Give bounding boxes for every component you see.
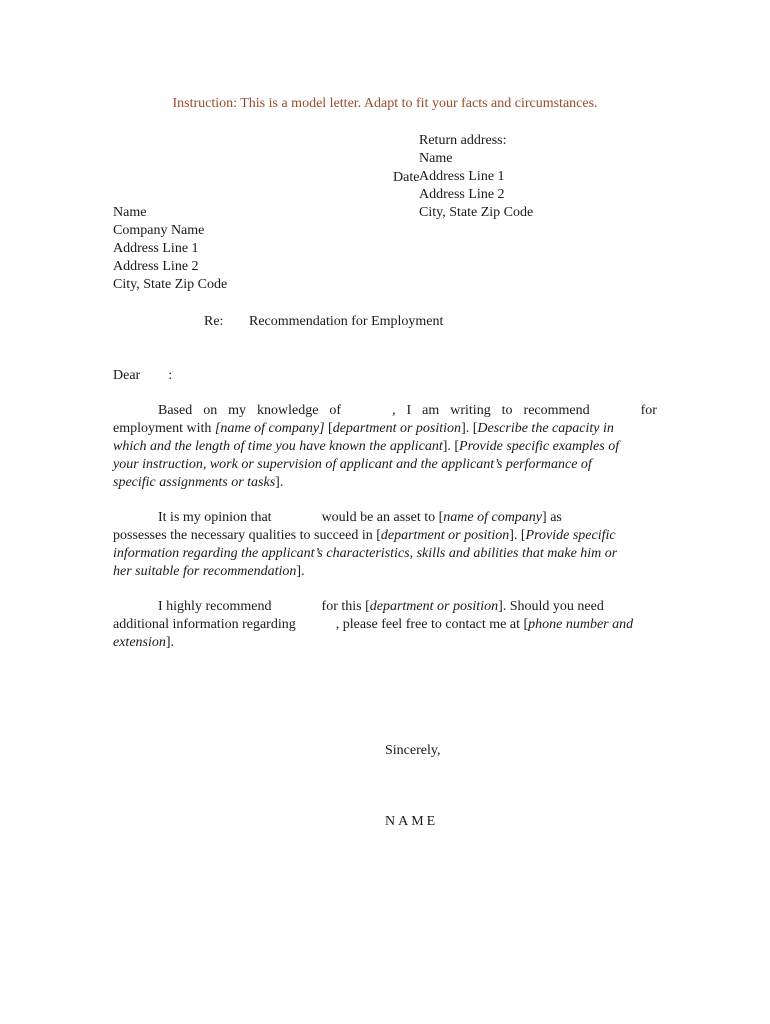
placeholder-text: which and the length of time you have known the applicant	[113, 439, 443, 454]
recipient-company: Company Name	[113, 223, 205, 238]
text-run: [	[324, 421, 333, 436]
paragraph-line	[113, 420, 657, 438]
placeholder-text: [name of company]	[214, 421, 325, 436]
paragraph-line	[113, 474, 657, 492]
word: to	[501, 403, 513, 418]
placeholder-text: Describe the capacity in	[477, 421, 614, 436]
text-run: , please feel free to contact me at [	[335, 617, 529, 632]
paragraph-line	[113, 438, 657, 456]
paragraph-line	[113, 634, 657, 652]
text-run: additional information regarding	[113, 617, 296, 632]
placeholder-text: phone number and	[528, 617, 634, 632]
word: am	[422, 403, 440, 418]
return-address-city: City, State Zip Code	[419, 205, 534, 220]
recipient-address-block	[113, 204, 227, 294]
text-run: It is my opinion that	[158, 510, 272, 525]
return-address-name: Name	[419, 151, 453, 166]
recipient-line2: Address Line 2	[113, 259, 199, 274]
placeholder-text: department or position	[380, 528, 510, 543]
body-paragraph-3	[113, 598, 657, 652]
paragraph-line	[113, 402, 657, 420]
text-run: for this [	[321, 599, 370, 614]
word: on	[203, 403, 218, 418]
text-run: ].	[296, 564, 305, 579]
word: knowledge	[257, 403, 319, 418]
word: for	[640, 403, 657, 418]
text-run: possesses the necessary qualities to succeed in [	[113, 528, 381, 543]
letter-date: Date	[393, 170, 420, 185]
return-address-block	[419, 132, 533, 222]
paragraph-line	[113, 456, 657, 474]
return-address-line2: Address Line 2	[419, 187, 505, 202]
placeholder-text: Provide specific examples of	[459, 439, 620, 454]
placeholder-text: specific assignments or tasks	[113, 475, 276, 490]
text-run: ]. [	[509, 528, 526, 543]
recipient-line1: Address Line 1	[113, 241, 199, 256]
word: writing	[450, 403, 491, 418]
instruction-note: Instruction: This is a model letter. Adapt to fit your facts and circumstances.	[172, 96, 598, 111]
word: I	[406, 403, 412, 418]
return-address-line1: Address Line 1	[419, 169, 505, 184]
paragraph-line	[113, 545, 657, 563]
paragraph-line	[113, 509, 657, 527]
placeholder-text: her suitable for recommendation	[113, 564, 297, 579]
body-paragraph-2	[113, 509, 657, 581]
paragraph-line	[113, 527, 657, 545]
word: of	[329, 403, 342, 418]
subject-line: Recommendation for Employment	[249, 314, 444, 329]
paragraph-line	[113, 598, 657, 616]
word: ,	[392, 403, 396, 418]
placeholder-text: extension	[113, 635, 166, 650]
text-run: ].	[275, 475, 284, 490]
word: Based	[158, 403, 193, 418]
salutation: Dear :	[113, 368, 173, 383]
text-run: employment with	[113, 421, 215, 436]
recipient-city: City, State Zip Code	[113, 277, 228, 292]
placeholder-text: name of company	[443, 510, 543, 525]
text-run: ] as	[542, 510, 562, 525]
return-address-label: Return address:	[419, 133, 507, 148]
text-run: ].	[165, 635, 175, 650]
closing: Sincerely,	[385, 743, 441, 758]
placeholder-text: information regarding the applicant’s characteristics, skills and abilities that make him or	[113, 546, 618, 561]
paragraph-line	[113, 616, 657, 634]
placeholder-text: your instruction, work or supervision of applicant and the applicant’s performance of	[113, 457, 592, 472]
placeholder-text: Provide specific	[525, 528, 616, 543]
word: my	[228, 403, 247, 418]
subject-label: Re:	[204, 314, 224, 329]
text-run: would be an asset to [	[321, 510, 444, 525]
word: recommend	[523, 403, 590, 418]
placeholder-text: department or position	[332, 421, 462, 436]
body-paragraph-1	[113, 402, 657, 492]
text-run: ]. [	[461, 421, 478, 436]
recipient-name: Name	[113, 205, 147, 220]
paragraph-line	[113, 563, 657, 581]
signature-name: NAME	[385, 814, 439, 829]
text-run: ]. Should you need	[498, 599, 604, 614]
placeholder-text: department or position	[369, 599, 499, 614]
text-run: ]. [	[442, 439, 460, 454]
text-run: I highly recommend	[158, 599, 272, 614]
